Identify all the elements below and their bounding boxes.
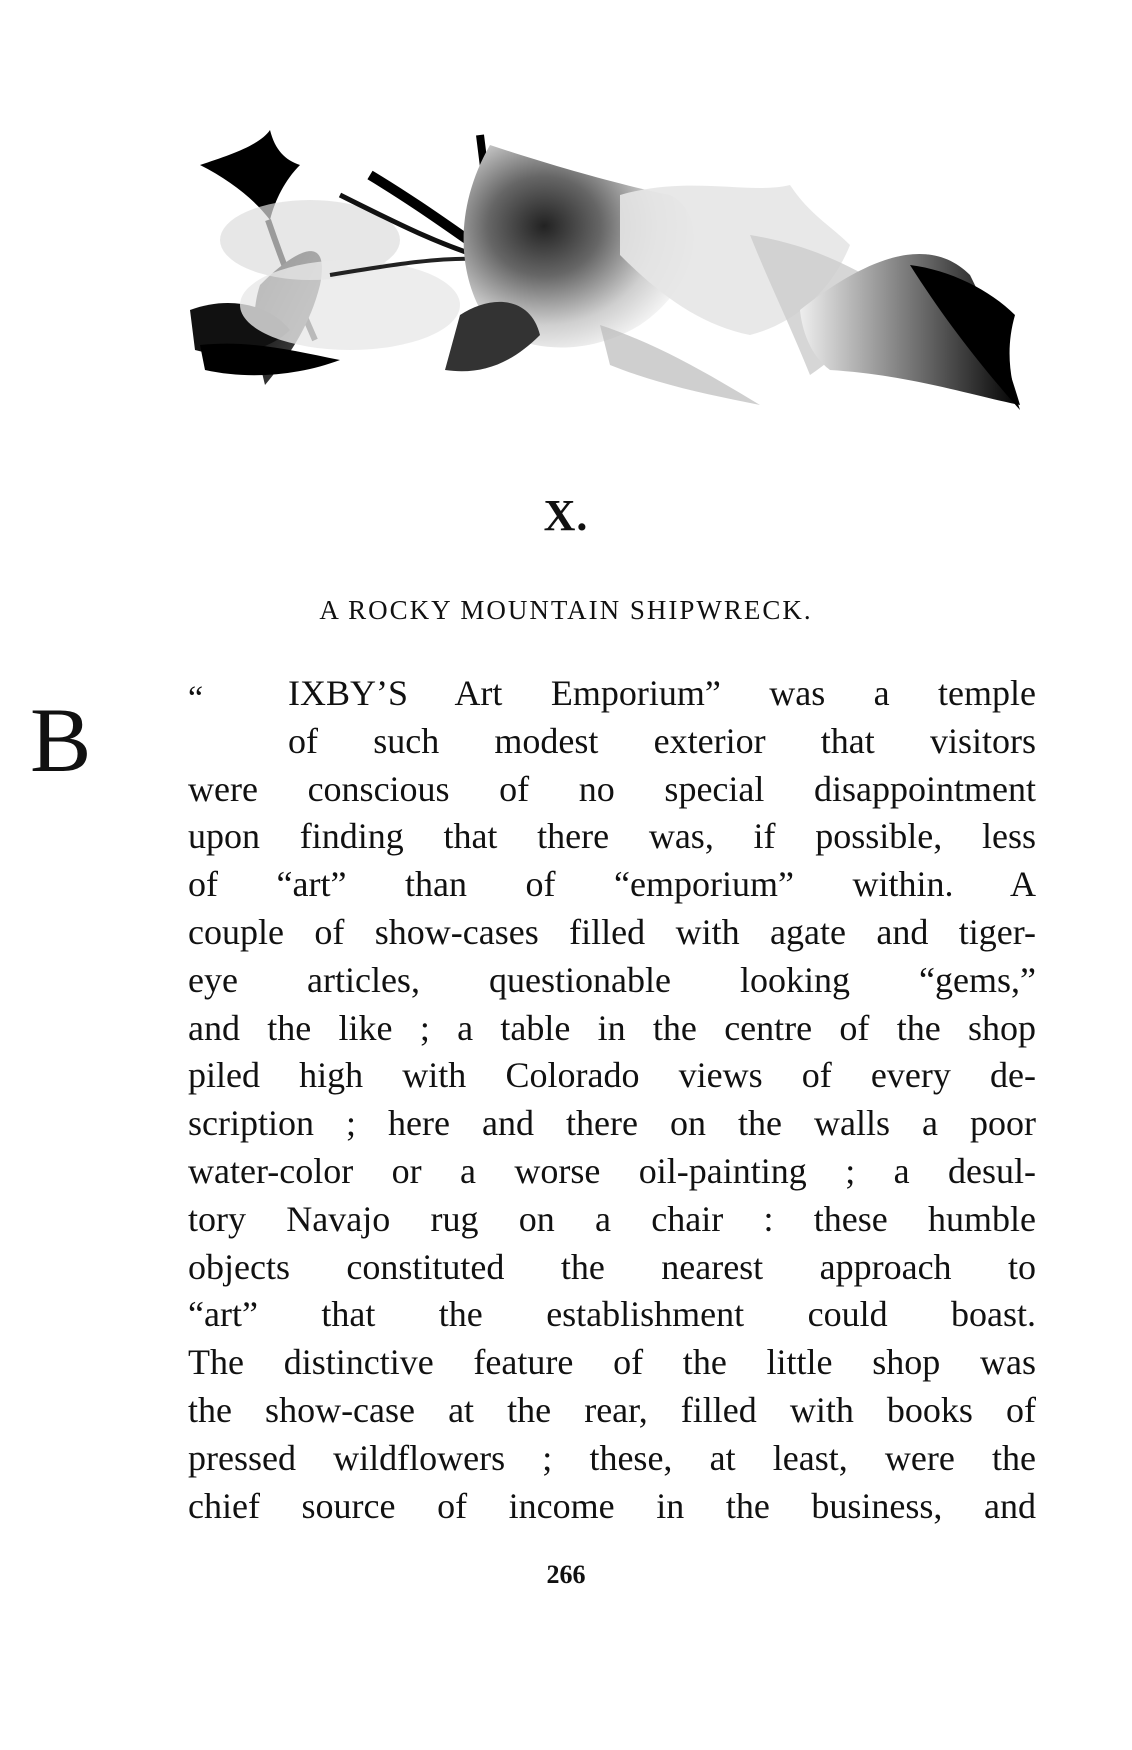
text-line: eye articles, questionable looking “gems,” xyxy=(188,959,1036,1000)
drop-cap: B xyxy=(30,689,92,791)
chapter-number: X. xyxy=(543,491,589,540)
text-line: objects constituted the nearest approach to xyxy=(188,1246,1036,1287)
text-line: were conscious of no special disappointment xyxy=(188,768,1036,809)
text-line: water-color or a worse oil-painting ; a desul- xyxy=(188,1150,1036,1191)
chapter-title: A ROCKY MOUNTAIN SHIPWRECK. xyxy=(319,595,813,625)
body-text xyxy=(188,670,1036,1530)
flower-vignette-image xyxy=(190,125,1020,415)
text-line: piled high with Colorado views of every de- xyxy=(188,1055,1036,1096)
text-line: tory Navajo rug on a chair : these humble xyxy=(188,1198,1036,1239)
page-number: 266 xyxy=(546,1560,586,1589)
text-line: IXBY’S Art Emporium” was a temple xyxy=(288,673,1036,713)
text-line: pressed wildflowers ; these, at least, were the xyxy=(188,1437,1036,1478)
text-line: “art” that the establishment could boast. xyxy=(188,1294,1036,1335)
text-line: couple of show-cases filled with agate and tiger- xyxy=(188,911,1036,952)
text-line: and the like ; a table in the centre of the shop xyxy=(188,1007,1036,1048)
text-line: upon finding that there was, if possible, less xyxy=(188,816,1036,857)
opening-quote-mark: “ xyxy=(188,680,204,717)
text-line: the show-case at the rear, filled with books of xyxy=(188,1389,1036,1430)
text-line: of such modest exterior that visitors xyxy=(288,720,1036,761)
text-line: scription ; here and there on the walls a poor xyxy=(188,1103,1036,1144)
text-line: of “art” than of “emporium” within. A xyxy=(188,864,1036,905)
text-line: chief source of income in the business, and xyxy=(188,1485,1036,1526)
text-line: The distinctive feature of the little shop was xyxy=(188,1342,1036,1383)
